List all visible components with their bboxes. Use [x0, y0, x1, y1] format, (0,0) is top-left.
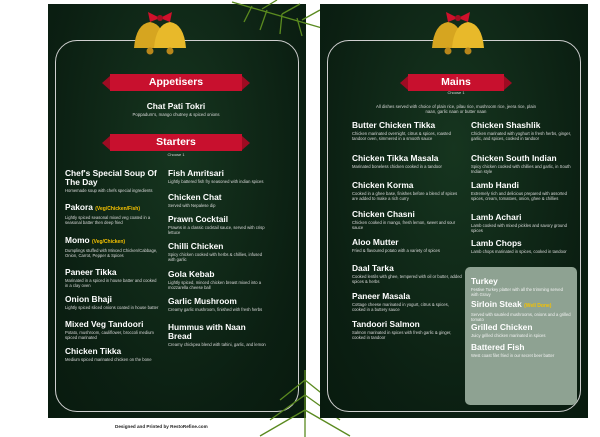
special-item — [471, 343, 571, 358]
item-desc: Lightly battered fish fry seasoned with indian spices — [168, 179, 264, 184]
main-item — [352, 121, 462, 141]
item-name: Chicken Korma — [352, 180, 414, 190]
starters-banner: Starters — [110, 134, 242, 151]
item-desc: Medium spiced marinated chicken on the bone — [65, 357, 152, 362]
item-desc: Lightly spiced seasonal mixed veg coated in a seasonal batter then deep fried — [65, 215, 151, 225]
item-name: Lamb Chops — [471, 238, 522, 248]
item-desc: Chicken marinated with yoghurt in fresh herbs, ginger, garlic, and spices, cooked in tandoor — [471, 131, 572, 141]
item-desc: West coast filet fried in our secret beer batter — [471, 353, 555, 358]
starter-item — [168, 169, 268, 184]
starter-item — [168, 270, 268, 290]
item-desc: Festive Turkey platter with all the trimming served with Gravy — [471, 287, 563, 297]
item-name: Chicken Tikka — [65, 346, 122, 356]
special-item — [471, 300, 575, 322]
special-item — [471, 323, 571, 338]
starter-item — [65, 347, 160, 362]
item-desc: Fried & flavoured potato with a variety of spices — [352, 248, 440, 253]
item-desc: Spicy chicken cooked with herbs & chillies, infused with garlic — [168, 252, 263, 262]
item-desc: Lamb chops marinated in spices, cooked in tandoor — [471, 249, 567, 254]
starter-item — [65, 203, 160, 225]
item-desc: Marinated in a spiced in house batter and cooked in a clay oven — [65, 278, 157, 288]
item-name: Chicken Tikka Masala — [352, 153, 439, 163]
item-desc: Prawns in a classic cocktail sauce, served with crisp lettuce — [168, 225, 265, 235]
item-name: Turkey — [471, 276, 498, 286]
item-desc: Creamy chickpea blend with tahini, garlic, and lemon — [168, 342, 266, 347]
item-desc: Lamb cooked with mixed pickles and savory ground spices — [471, 223, 567, 233]
main-item — [352, 210, 462, 230]
item-name: Daal Tarka — [352, 263, 394, 273]
item-desc: Marinated boneless chicken cooked in a tandoor — [352, 164, 442, 169]
specials-box — [465, 267, 577, 405]
item-name: Fish Amritsari — [168, 168, 225, 178]
starter-item — [168, 242, 268, 262]
item-name: Paneer Masala — [352, 291, 411, 301]
item-name: Hummus with Naan Bread — [168, 322, 246, 341]
item-desc: Chicken marinated overnight, citrus & spices, roasted tandoor oven, simmered in a smooth sauce — [352, 131, 451, 141]
item-name: Mixed Veg Tandoori — [65, 319, 144, 329]
appetisers-banner: Appetisers — [110, 74, 242, 91]
item-name: Aloo Mutter — [352, 237, 399, 247]
appetiser-desc: Poppadum's, mango chutney & spiced onions — [132, 112, 220, 117]
appetiser-item — [78, 101, 274, 117]
main-item — [352, 238, 462, 253]
starter-item — [65, 268, 160, 288]
item-desc: Cooked in a ghee base, finishes before a blend of spices are added to make a rich curry — [352, 191, 458, 201]
main-item — [471, 121, 577, 141]
item-desc: Potato, mushroom, cauliflower, broccoli medium spiced marinated — [65, 330, 154, 340]
starter-item — [168, 193, 268, 208]
item-desc: Dumplings stuffed with Minced Chicken/Cabbage, Onion, Carrot, Pepper & Spices — [65, 248, 158, 258]
appetiser-name: Chat Pati Tokri — [146, 101, 206, 111]
special-item — [471, 277, 571, 297]
starter-item — [168, 215, 268, 235]
starter-item — [65, 295, 160, 310]
main-item — [352, 320, 462, 340]
item-name: Paneer Tikka — [65, 267, 117, 277]
item-name: Garlic Mushroom — [168, 296, 237, 306]
pine-branch-top-icon — [222, 0, 332, 40]
item-name: Chicken South Indian — [471, 153, 557, 163]
item-name: Gola Kebab — [168, 269, 215, 279]
item-name: Chicken Chasni — [352, 209, 415, 219]
christmas-bells-icon — [424, 10, 490, 60]
item-name: Onion Bhaji — [65, 294, 112, 304]
starter-item — [65, 169, 160, 193]
left-menu-panel — [48, 4, 306, 418]
main-item — [471, 181, 577, 201]
main-item — [352, 292, 462, 312]
item-name: Prawn Cocktail — [168, 214, 229, 224]
item-tag: (Veg/Chicken/Fish) — [95, 206, 140, 212]
main-item — [471, 213, 577, 233]
item-desc: Cooked lentils with ghee, tempered with oil or butter, added spices & herbs — [352, 274, 462, 284]
mains-subtitle: Choose 1 — [447, 90, 465, 95]
item-desc: Lightly spiced, minced chicken breast mixed into a mozzarella cheese ball — [168, 280, 262, 290]
starter-item — [168, 323, 268, 347]
right-menu-panel — [320, 4, 588, 418]
item-desc: Served with Nepalese dip — [168, 203, 216, 208]
item-desc: Homemade soup with chefs special ingredients — [65, 188, 153, 193]
main-item — [471, 154, 577, 174]
main-item — [352, 181, 462, 201]
main-item — [471, 239, 577, 254]
starter-item — [168, 297, 268, 312]
item-name: Battered Fish — [471, 342, 525, 352]
item-name: Chilli Chicken — [168, 241, 224, 251]
item-desc: Chicken cooked in mango, fresh lemon, sweet and sour sauce — [352, 220, 456, 230]
item-name: Tandoori Salmon — [352, 319, 420, 329]
item-tag: (Well Done) — [524, 303, 552, 309]
main-item — [352, 264, 462, 284]
item-name: Sirloin Steak — [471, 299, 522, 309]
item-desc: Creamy garlic mushroom, finished with fresh herbs — [168, 307, 263, 312]
item-desc: Juicy grilled chicken marinated in spices — [471, 333, 546, 338]
item-name: Lamb Handi — [471, 180, 519, 190]
item-desc: Lightly spiced sliced onions coated in house batter — [65, 305, 159, 310]
item-desc: Spicy chicken cooked with chillies and garlic, in South Indian style — [471, 164, 571, 174]
item-name: Lamb Achari — [471, 212, 522, 222]
starter-item — [65, 236, 160, 258]
starters-subtitle: Choose 1 — [167, 152, 185, 157]
christmas-bells-icon — [126, 10, 192, 60]
item-desc: Extremely rich and delicious prepared with assorted spices, cream, tomatoes, onion, ghee & chillies — [471, 191, 567, 201]
item-desc: Served with sautéed mushrooms, onions and a grilled tomato — [471, 312, 571, 322]
item-desc: Salmon marinated in spices with fresh garlic & ginger, cooked in tandoor — [352, 330, 452, 340]
item-name: Grilled Chicken — [471, 322, 533, 332]
item-name: Pakora — [65, 202, 93, 212]
item-name: Chef's Special Soup Of The Day — [65, 168, 157, 187]
item-name: Chicken Chat — [168, 192, 222, 202]
item-desc: Cottage cheese marinated in yogurt, citrus & spices, cooked in a buttery sauce — [352, 302, 449, 312]
item-name: Butter Chicken Tikka — [352, 120, 436, 130]
mains-intro: All dishes served with choice of plain rice, pilau rice, mushroom rice, jeera rice, plain naan, garlic naan or butter naan — [375, 104, 536, 114]
starter-item — [65, 320, 160, 340]
item-tag: (Veg/Chicken) — [91, 239, 126, 245]
main-item — [352, 154, 462, 169]
mains-banner: Mains — [408, 74, 504, 91]
item-name: Momo — [65, 235, 90, 245]
item-name: Chicken Shashlik — [471, 120, 541, 130]
footer-credit: Designed and Printed by RestoRefine.com — [115, 424, 208, 429]
